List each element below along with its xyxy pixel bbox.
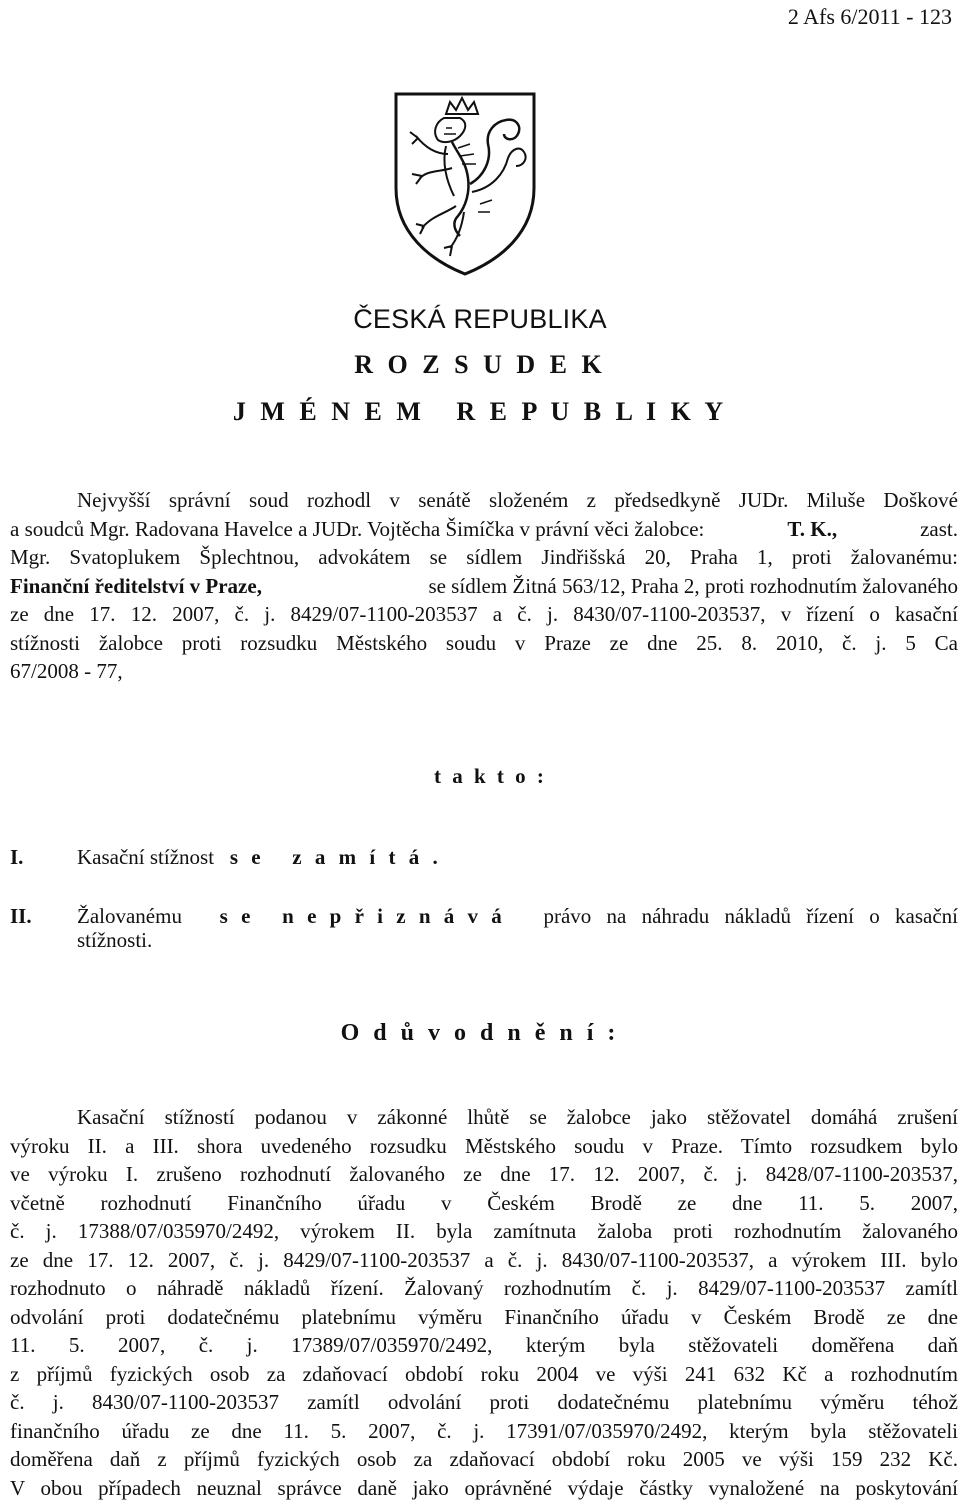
takto-heading: t a k t o : — [434, 764, 547, 788]
reasoning-heading: O d ů v o d n ě n í : — [340, 1020, 620, 1046]
reasoning-line: výroku II. a III. shora uvedeného rozsudku Městského soudu v Praze. Tímto rozsudkem bylo — [10, 1133, 958, 1158]
item-emphasis: s e n e p ř i z n á v á — [219, 904, 506, 928]
intro-line — [10, 515, 958, 544]
defendant-name: Finanční ředitelství v Praze, — [10, 573, 262, 598]
intro-text: a soudců Mgr. Radovana Havelce a JUDr. Vojtěcha Šimíčka v právní věci žalobce: — [10, 516, 705, 541]
reasoning-line: ze dne 17. 12. 2007, č. j. 8429/07-1100-203537 a č. j. 8430/07-1100-203537, a výrokem III. bylo — [10, 1247, 958, 1272]
reasoning-line: 11. 5. 2007, č. j. 17389/07/035970/2492, kterým byla stěžovateli doměřena daň — [10, 1333, 958, 1357]
item-emphasis: s e z a m í t á . — [229, 845, 442, 869]
reasoning-line: z příjmů fyzických osob za zdaňovací období roku 2004 ve výši 241 632 Kč a rozhodnutím — [10, 1361, 958, 1386]
intro-text: zast. — [920, 516, 958, 541]
reasoning-line: rozhodnuto o náhradě nákladů řízení. Žalovaný rozhodnutím č. j. 8429/07-1100-203537 zamítl — [10, 1276, 958, 1300]
case-reference: 2 Afs 6/2011 - 123 — [787, 4, 952, 29]
intro-line — [10, 572, 958, 601]
reasoning-line: č. j. 17388/07/035970/2492, výrokem II. byla zamítnuta žaloba proti rozhodnutím žalovaného — [10, 1219, 958, 1243]
reasoning-paragraph — [10, 1103, 958, 1502]
verdict-heading: R O Z S U D E K — [354, 350, 606, 379]
intro-line: ze dne 17. 12. 2007, č. j. 8429/07-1100-203537 a č. j. 8430/07-1100-203537, v řízení o kasační — [10, 602, 958, 626]
plaintiff-name: T. K., — [787, 516, 838, 541]
intro-text: se sídlem Žitná 563/12, Praha 2, proti rozhodnutím žalovaného — [428, 573, 958, 598]
item-text — [77, 904, 958, 929]
item-number: I. — [10, 845, 24, 869]
item-text — [77, 845, 442, 870]
item-continuation: stížnosti. — [77, 928, 153, 952]
reasoning-line: včetně rozhodnutí Finančního úřadu v Českém Brodě ze dne 11. 5. 2007, — [10, 1190, 958, 1215]
reasoning-line: Kasační stížností podanou v zákonné lhůtě se žalobce jako stěžovatel domáhá zrušení — [77, 1105, 958, 1129]
intro-line: 67/2008 - 77, — [10, 659, 123, 683]
country-title: ČESKÁ REPUBLIKA — [353, 304, 607, 334]
reasoning-line: doměřena daň z příjmů fyzických osob za zdaňovací období roku 2005 ve výši 159 232 Kč. — [10, 1447, 958, 1471]
item-number: II. — [10, 904, 32, 928]
reasoning-line: ve výroku I. zrušeno rozhodnutí žalovaného ze dne 17. 12. 2007, č. j. 8428/07-1100-203537, — [10, 1162, 958, 1186]
intro-line: Nejvyšší správní soud rozhodl v senátě složeném z předsedkyně JUDr. Miluše Doškové — [77, 488, 958, 512]
item-rest: právo na náhradu nákladů řízení o kasační — [543, 904, 958, 928]
reasoning-line: finančního úřadu ze dne 11. 5. 2007, č. j. 17391/07/035970/2492, kterým byla stěžovateli — [10, 1418, 958, 1443]
intro-line: Mgr. Svatoplukem Šplechtnou, advokátem se sídlem Jindřišská 20, Praha 1, proti žalovanému: — [10, 545, 958, 569]
reasoning-line: V obou případech neuznal správce daně jako oprávněné výdaje částky vynaložené na poskytování — [10, 1475, 958, 1500]
in-name-heading: J M É N E M R E P U B L I K Y — [232, 397, 728, 426]
reasoning-line: č. j. 8430/07-1100-203537 zamítl odvolání proti dodatečnému platebnímu výměru téhož — [10, 1390, 958, 1414]
czech-lion-coat-of-arms-icon — [388, 88, 542, 278]
intro-line: stížnosti žalobce proti rozsudku Městského soudu v Praze ze dne 25. 8. 2010, č. j. 5 Ca — [10, 630, 958, 655]
item-lead: Žalovanému — [77, 904, 182, 928]
reasoning-line: odvolání proti dodatečnému platebnímu výměru Finančního úřadu v Českém Brodě ze dne — [10, 1304, 958, 1329]
intro-paragraph — [10, 486, 958, 686]
item-lead: Kasační stížnost — [77, 845, 215, 869]
